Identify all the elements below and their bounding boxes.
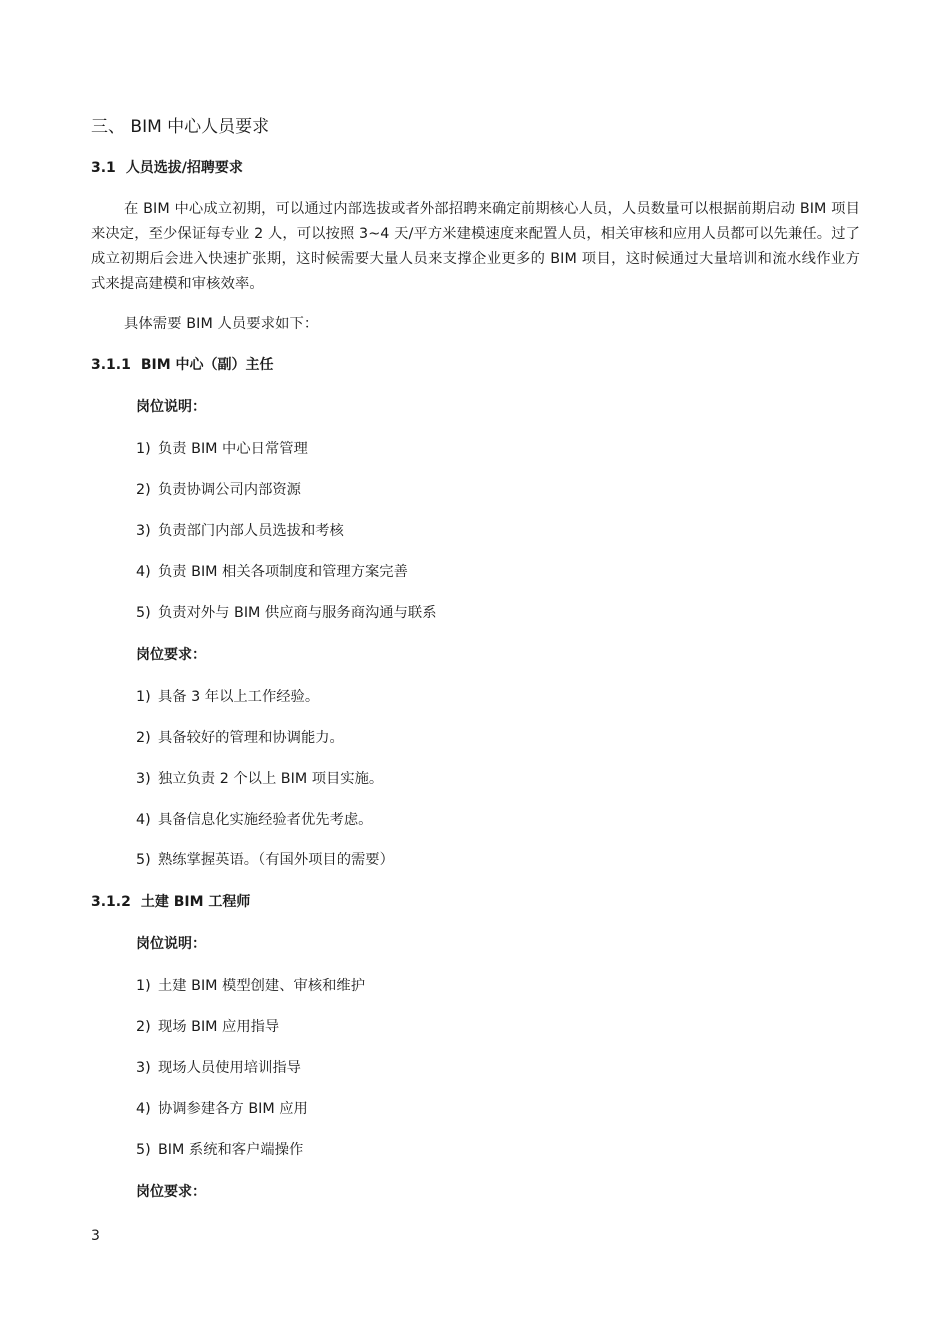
list-item: 1) 土建 BIM 模型创建、审核和维护 (136, 978, 366, 994)
list-item: 3) 现场人员使用培训指导 (136, 1060, 301, 1076)
role1-heading (91, 355, 274, 375)
subsection-number: 3.1 (91, 160, 116, 176)
list-item: 5) 熟练掌握英语。（有国外项目的需要） (136, 852, 394, 868)
subsection-heading (91, 158, 243, 178)
list-item: 5) 负责对外与 BIM 供应商与服务商沟通与联系 (136, 605, 437, 621)
intro-paragraph: 在 BIM 中心成立初期，可以通过内部选拔或者外部招聘来确定前期核心人员，人员数量可以根据前期启动 BIM 项目来决定，至少保证每专业 2 人，可以按照 3~4 天/平方米建模速度来配置人员，相关审核和应用人员都可以先兼任。过了成立初期后会进入快速扩张期，这时候需要大量人员来支撑企业更多的 BIM 项目，这时候通过大量培训和流水线作业方式来提高建模和审核效率。 (91, 201, 860, 292)
list-item: 1) 具备 3 年以上工作经验。 (136, 689, 320, 705)
role1-req-label: 岗位要求： (136, 647, 206, 663)
list-item: 1) 负责 BIM 中心日常管理 (136, 441, 308, 457)
role2-title: 土建 BIM 工程师 (140, 894, 251, 910)
subsection-title: 人员选拔/招聘要求 (125, 160, 243, 176)
list-item: 3) 负责部门内部人员选拔和考核 (136, 523, 344, 539)
lead-paragraph: 具体需要 BIM 人员要求如下： (124, 316, 319, 332)
role2-desc-label: 岗位说明： (136, 936, 206, 952)
role1-title: BIM 中心（副）主任 (140, 357, 274, 373)
list-item: 5) BIM 系统和客户端操作 (136, 1142, 304, 1158)
list-item: 2) 具备较好的管理和协调能力。 (136, 730, 344, 746)
list-item: 4) 协调参建各方 BIM 应用 (136, 1101, 308, 1117)
role2-number: 3.1.2 (91, 894, 131, 910)
section-heading: 三、 BIM 中心人员要求 (91, 117, 270, 137)
role2-heading (91, 892, 250, 912)
role1-desc-label: 岗位说明： (136, 399, 206, 415)
list-item: 2) 负责协调公司内部资源 (136, 482, 301, 498)
list-item: 4) 负责 BIM 相关各项制度和管理方案完善 (136, 564, 408, 580)
list-item: 2) 现场 BIM 应用指导 (136, 1019, 280, 1035)
role1-number: 3.1.1 (91, 357, 131, 373)
list-item: 3) 独立负责 2 个以上 BIM 项目实施。 (136, 771, 384, 787)
role2-req-label: 岗位要求： (136, 1184, 206, 1200)
list-item: 4) 具备信息化实施经验者优先考虑。 (136, 812, 373, 828)
page-number: 3 (91, 1228, 100, 1244)
